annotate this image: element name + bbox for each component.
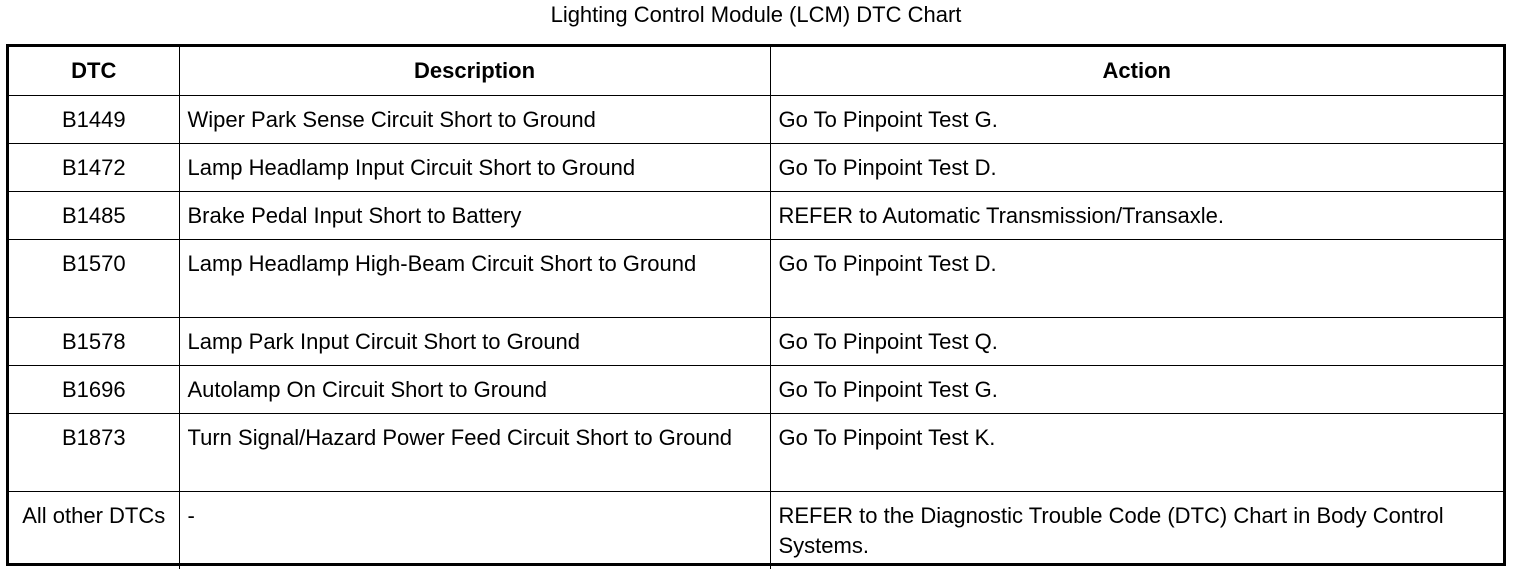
action-cell: Go To Pinpoint Test Q.: [770, 317, 1503, 365]
dtc-code-cell: B1696: [9, 365, 179, 413]
dtc-code-cell: B1873: [9, 413, 179, 491]
description-cell: Lamp Headlamp Input Circuit Short to Ground: [179, 143, 770, 191]
action-cell: REFER to Automatic Transmission/Transaxle.: [770, 191, 1503, 239]
action-cell: Go To Pinpoint Test G.: [770, 95, 1503, 143]
dtc-code-cell: All other DTCs: [9, 491, 179, 569]
table-header-row: [9, 47, 1503, 95]
header-dtc: DTC: [9, 47, 179, 95]
description-cell: Autolamp On Circuit Short to Ground: [179, 365, 770, 413]
dtc-code-cell: B1578: [9, 317, 179, 365]
table-row: [9, 239, 1503, 317]
table-row: [9, 191, 1503, 239]
table-row: [9, 491, 1503, 569]
table-row: [9, 413, 1503, 491]
action-cell: Go To Pinpoint Test D.: [770, 239, 1503, 317]
description-cell: -: [179, 491, 770, 569]
action-cell: REFER to the Diagnostic Trouble Code (DTC) Chart in Body Control Systems.: [770, 491, 1503, 569]
dtc-code-cell: B1472: [9, 143, 179, 191]
action-cell: Go To Pinpoint Test K.: [770, 413, 1503, 491]
action-cell: Go To Pinpoint Test G.: [770, 365, 1503, 413]
description-cell: Wiper Park Sense Circuit Short to Ground: [179, 95, 770, 143]
chart-title: Lighting Control Module (LCM) DTC Chart: [550, 2, 962, 27]
description-cell: Turn Signal/Hazard Power Feed Circuit Short to Ground: [179, 413, 770, 491]
table-row: [9, 317, 1503, 365]
description-cell: Brake Pedal Input Short to Battery: [179, 191, 770, 239]
dtc-table: [9, 47, 1503, 569]
description-cell: Lamp Park Input Circuit Short to Ground: [179, 317, 770, 365]
header-description: Description: [179, 47, 770, 95]
table-row: [9, 95, 1503, 143]
description-cell: Lamp Headlamp High-Beam Circuit Short to Ground: [179, 239, 770, 317]
header-action: Action: [770, 47, 1503, 95]
dtc-code-cell: B1570: [9, 239, 179, 317]
table-row: [9, 143, 1503, 191]
dtc-table-frame: [6, 44, 1506, 566]
table-row: [9, 365, 1503, 413]
dtc-code-cell: B1449: [9, 95, 179, 143]
action-cell: Go To Pinpoint Test D.: [770, 143, 1503, 191]
dtc-code-cell: B1485: [9, 191, 179, 239]
